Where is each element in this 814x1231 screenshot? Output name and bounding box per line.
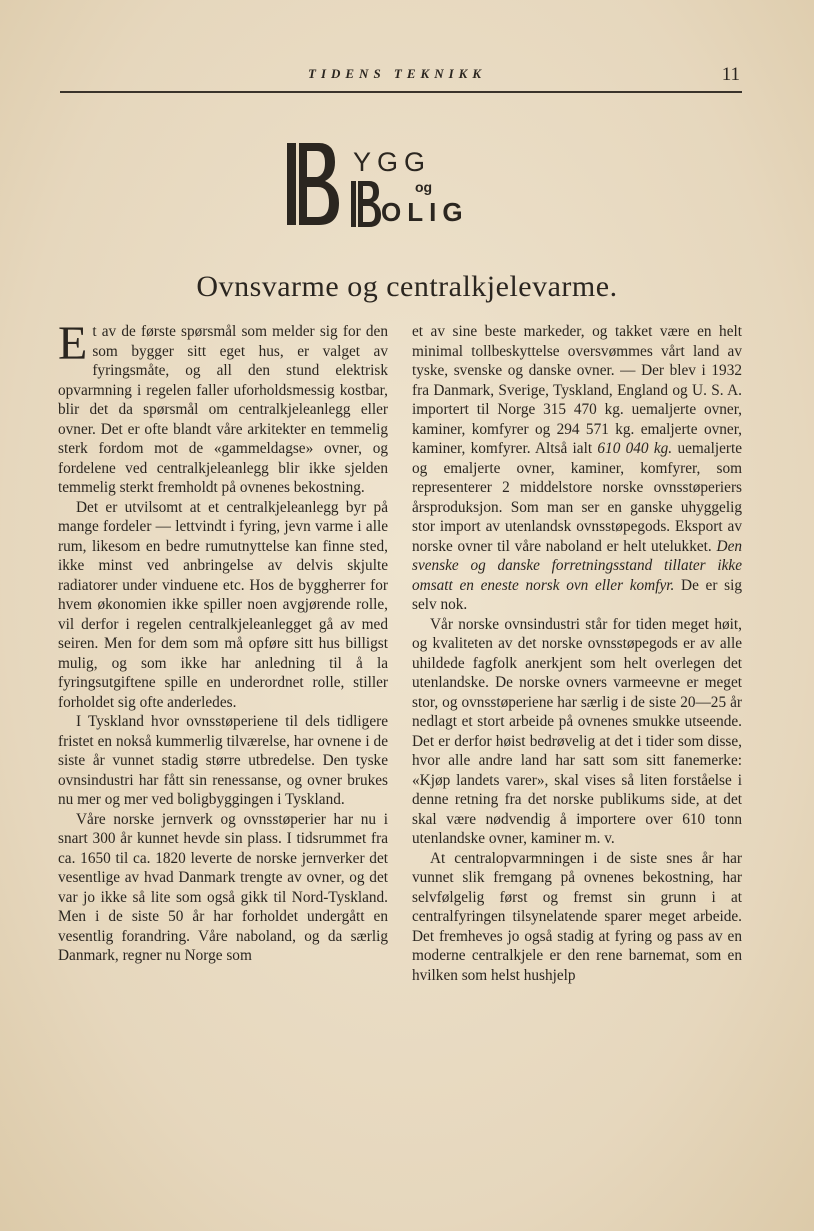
left-column xyxy=(58,317,388,966)
page-number: 11 xyxy=(721,64,740,85)
logo-word-ygg: YGG xyxy=(353,147,432,177)
logo-word-olig: OLIG xyxy=(381,197,469,227)
paragraph: Vår norske ovnsindustri står for tiden meget høit, og kvaliteten av det norske ovnsstøpegods er av alle uhildede fagfolk anerkjent som helt overlegen det utenlandske. De norske ovners varmeevne er meget stor, og ovnsstøperiene har særlig i de siste 20—25 år nedlagt et stort arbeide på ovnenes smukke utseende. Det er derfor høist bedrøvelig at det i tider som disse, hvor alle andre land har satt som sitt fanemerke: «Kjøp landets varer», skal vises så liten forståelse i denne retning fra det norske publikums side, at det skal være nødvendig å importere over 610 tonn utenlandske ovner, kaminer m. v. xyxy=(412,615,742,847)
running-title: TIDENS TEKNIKK xyxy=(308,66,486,81)
emphasis: 610 040 kg. xyxy=(597,440,673,457)
drop-cap: E xyxy=(58,317,88,370)
paragraph: Et av de første spørsmål som melder sig for den som bygger sitt eget hus, er valget av fyringsmåte, og all den stund elektrisk opvarmning i regelen faller uforholdsmessig kostbar, blir det da spørsmål om centralkjeleanlegg eller ovner. Det er ofte blandt våre arkitekter en temmelig sterk fordom mot de «gammeldagse» ovner, og fordelene ved centralkjeleanlegg blir ikke sjelden temmelig sterkt fremholdt på ovnenes bekostning. xyxy=(58,317,388,496)
running-head xyxy=(60,66,740,86)
big-b-logo-mark xyxy=(287,143,339,225)
paragraph: Våre norske jernverk og ovnsstøperier har nu i snart 300 år kunnet hevde sin plass. I tidsrummet fra ca. 1650 til ca. 1820 leverte de norske jernverker det vesentlige av hvad Danmark trengte av ovner, og det var jo ikke så lite som også gikk til Nord-Tyskland. Men i de siste 50 år har forholdet undergått en vesentlig forandring. Våre naboland, og da særlig Danmark, regner nu Norge som xyxy=(58,810,388,964)
right-column xyxy=(412,322,742,985)
article-title: Ovnsvarme og centralkjelevarme. xyxy=(196,270,618,303)
paragraph: Det er utvilsomt at et centralkjeleanlegg byr på mange fordeler — lettvindt i fyring, jevn varme i alle rum, likesom en bedre rumutnyttelse kan finne sted, ikke minst ved anbringelse av delvis skjulte radiatorer under vinduene etc. Hos de byggherrer for hvem økonomien ikke spiller noen avgjørende rolle, vil derfor i regelen centralkjeleanlegget gå av med seiren. Men for dem som må opføre sitt hus billigst mulig, og som ikke har anledning til å la fyringsutgiftene spille en underordnet rolle, stiller forholdet sig ofte anderledes. xyxy=(58,498,388,711)
bygg-og-bolig-logo xyxy=(287,143,527,233)
paragraph: I Tyskland hvor ovnsstøperiene til dels tidligere fristet en nokså kummerlig tilværelse, har ovnene i de siste år vunnet stadig større utbredelse. Den tyske ovnsindustri har fått sin renessanse, og ovner brukes nu mer og mer ved boligbyggingen i Tyskland. xyxy=(58,713,388,808)
emphasis: Den svenske og danske forretningsstand tillater ikke omsatt en eneste norsk ovn eller komfyr. xyxy=(412,537,743,594)
small-b-logo-mark xyxy=(351,181,381,227)
paragraph: et av sine beste markeder, og takket være en helt minimal tollbeskyttelse oversvømmes vårt land av tyske, svenske og danske ovner. — Der blev i 1932 fra Danmark, Sverige, Tyskland, England og U. S. A. importert til Norge 315 470 kg. uemaljerte ovner, kaminer, komfyrer og 294 571 kg. emaljerte ovner, kaminer, komfyrer. Altså ialt 610 040 kg. uemaljerte og emaljerte ovner, kaminer, komfyrer, som representerer 2 middelstore norske ovnsstøperiers årsproduksjon. Som man ser en ganske uhyggelig stor import av utenlandsk ovnsstøpegods. Eksport av norske ovner til våre naboland er helt utelukket. Den svenske og danske forretningsstand tillater ikke omsatt en eneste norsk ovn eller komfyr. De er sig selv nok. xyxy=(412,323,743,613)
header-rule xyxy=(60,91,742,93)
logo-word-og: og xyxy=(415,179,433,195)
paragraph: At centralopvarmningen i de siste snes år har vunnet slik fremgang på ovnenes bekostning, har selvfølgelig først og fremst sin grunn i at centralfyringen tilsynelatende sparer meget arbeide. Det fremheves jo også stadig at fyring og pass av en moderne centralkjele er den rene barnemat, som en hvilken som helst hushjelp xyxy=(412,849,742,984)
